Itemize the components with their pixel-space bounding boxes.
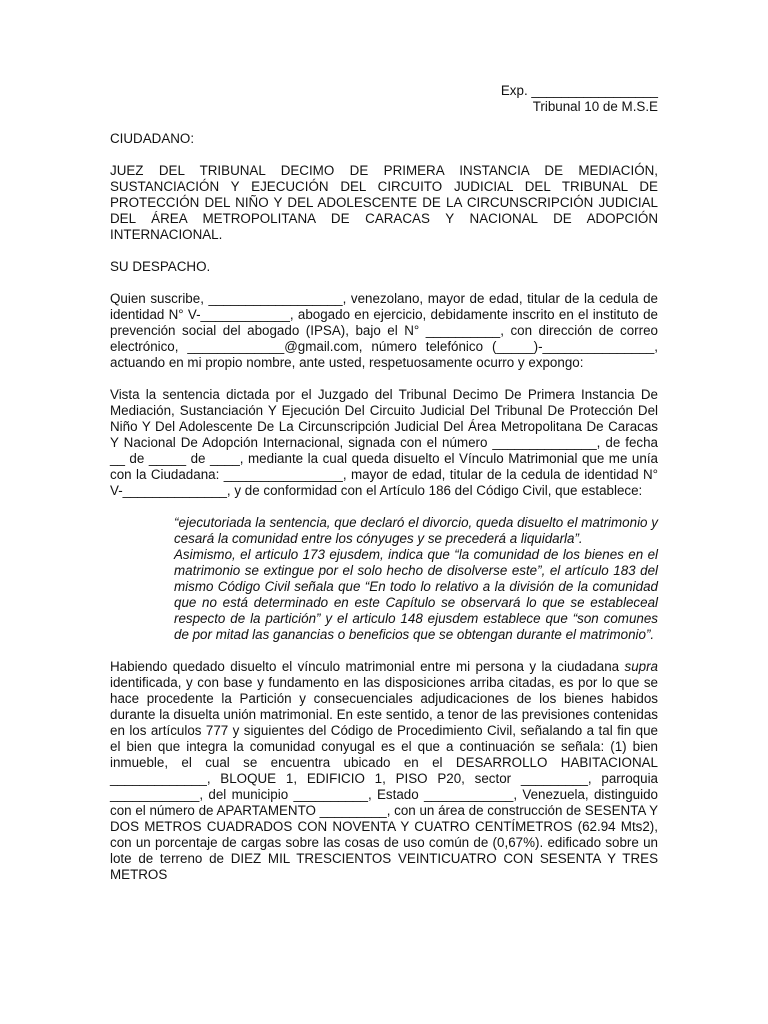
tribunal-line: Tribunal 10 de M.S.E — [532, 99, 658, 114]
paragraph-particion-part2: identificada, y con base y fundamento en las disposiciones arriba citadas, es por lo que se hace procedente la Partición y consecuenciales adjudicaciones de los bienes habidos durante la disuelta unión matrimonial. En este sentido, a tenor de las previsiones contenidas en los artículos 777 y siguientes del Código de Procedimiento Civil, señalando a tal fin que el bien que integra la comunidad conyugal es el que a continuación se señala: (1) bien inmueble, el cual se encuentra ubicado en el DESARROLLO HABITACIONAL _____________, BLOQUE 1, EDIFICIO 1, PISO P20, sector _________, parroquia ____________, del municipio __________, Estado ____________, Venezuela, distinguido con el número de APARTAMENTO _________, con un área de construcción de SESENTA Y DOS METROS CUADRADOS CON NOVENTA Y CUATRO CENTÍMETROS (62.94 Mts2), con un porcentaje de cargas sobre las cosas de uso común de (0,67%). edificado sobre un lote de terreno de DIEZ MIL TRESCIENTOS VEINTICUATRO CON SESENTA Y TRES METROS — [110, 675, 658, 882]
quote-articles-173-183-148: Asimismo, el articulo 173 ejusdem, indica que “la comunidad de los bienes en el matrimonio se extingue por el solo hecho de disolverse este”, el artículo 183 del mismo Código Civil señala que “En todo lo relativo a la división de la comunidad que no está determinado en este Capítulo se observará lo que se estableceal respecto de la partición” y el articulo 148 ejusdem establece que “son comunes de por mitad las ganancias o beneficios que se obtengan durante el matrimonio”. — [174, 547, 658, 642]
document-page — [110, 83, 658, 883]
despacho-line: SU DESPACHO. — [110, 259, 211, 274]
supra-word: supra — [624, 659, 658, 674]
paragraph-intro: Quien suscribe, __________________, venezolano, mayor de edad, titular de la cedula de identidad N° V-____________, abogado en ejercicio, debidamente inscrito en el instituto de prevención social del abogado (IPSA), bajo el N° __________, con dirección de correo electrónico, _____________@gmail.com, número telefónico (_____)-_______________, actuando en mi propio nombre, ante usted, respetuosamente ocurro y expongo: — [110, 291, 658, 370]
paragraph-sentencia: Vista la sentencia dictada por el Juzgado del Tribunal Decimo De Primera Instancia De Mediación, Sustanciación Y Ejecución Del Circuito Judicial Del Tribunal De Protección Del Niño Y Del Adolescente De La Circunscripción Judicial Del Área Metropolitana De Caracas Y Nacional De Adopción Internacional, signada con el número ______________, de fecha __ de _____ de ____, mediante la cual queda disuelto el Vínculo Matrimonial que me unía con la Ciudadana: ________________, mayor de edad, titular de la cedula de identidad N° V-______________, y de conformidad con el Artículo 186 del Código Civil, que establece: — [110, 387, 658, 498]
paragraph-particion — [110, 659, 658, 883]
paragraph-particion-part1: Habiendo quedado disuelto el vínculo matrimonial entre mi persona y la ciudadana — [110, 659, 625, 674]
legal-quote — [174, 515, 658, 643]
salutation: CIUDADANO: — [110, 131, 195, 146]
addressee-block: JUEZ DEL TRIBUNAL DECIMO DE PRIMERA INSTANCIA DE MEDIACIÓN, SUSTANCIACIÓN Y EJECUCIÓN DEL CIRCUITO JUDICIAL DEL TRIBUNAL DE PROTECCIÓN DEL NIÑO Y DEL ADOLESCENTE DE LA CIRCUNSCRIPCIÓN JUDICIAL DEL ÁREA METROPOLITANA DE CARACAS Y NACIONAL DE ADOPCIÓN INTERNACIONAL. — [110, 163, 658, 242]
quote-article-186: “ejecutoriada la sentencia, que declaró el divorcio, queda disuelto el matrimonio y cesará la comunidad entre los cónyuges y se precederá a liquidarla”. — [174, 515, 658, 546]
expediente-line: Exp. _________________ — [500, 83, 658, 98]
